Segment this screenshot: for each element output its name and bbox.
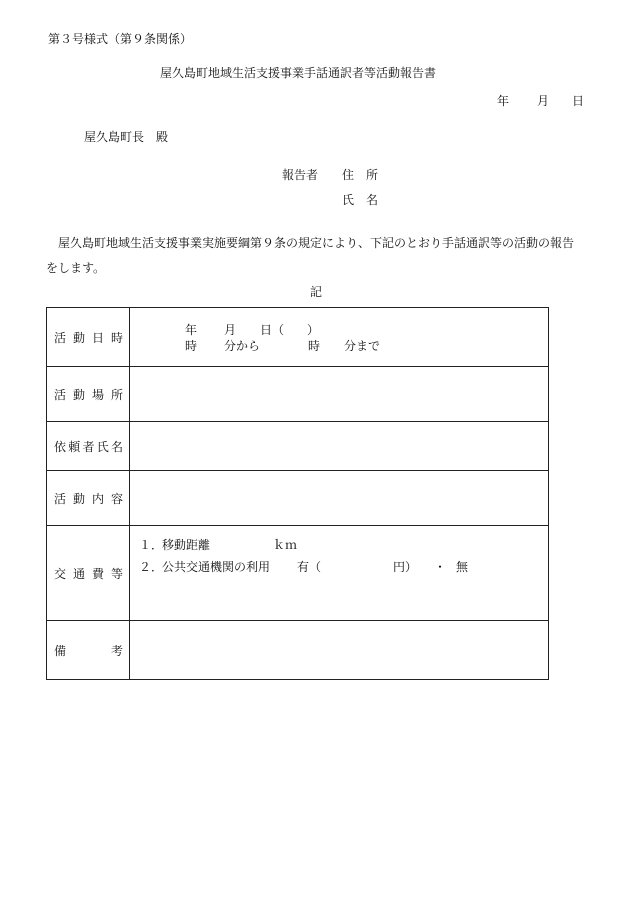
dt-hour2: 時	[308, 339, 321, 353]
dt-paren-close: ）	[307, 323, 320, 337]
reporter-label: 報告者	[282, 168, 319, 182]
report-table	[46, 307, 549, 680]
field-transport-fee[interactable]	[130, 526, 549, 621]
addressee: 屋久島町長 殿	[84, 130, 169, 144]
address-label: 住 所	[342, 168, 379, 182]
form-number: 第３号様式（第９条関係）	[48, 32, 193, 46]
label-remarks: 備 考	[47, 621, 130, 680]
dt-min-to: 分まで	[344, 339, 381, 353]
label-requester-name: 依 頼 者 氏 名	[47, 422, 130, 471]
item1-label: 移動距離	[162, 538, 211, 552]
row-requester-name	[47, 422, 549, 471]
option-yes[interactable]: 有（	[297, 560, 322, 574]
item2-label: 公共交通機関の利用	[162, 560, 271, 574]
option-no[interactable]: 無	[456, 560, 469, 574]
dt-min-from: 分から	[224, 339, 261, 353]
label-activity-content: 活 動 内 容	[47, 471, 130, 526]
date-day: 日	[572, 94, 585, 108]
dt-hour: 時	[185, 339, 198, 353]
field-activity-datetime[interactable]	[130, 308, 549, 367]
transport-public-line	[130, 558, 548, 576]
label-transport-fee: 交 通 費 等	[47, 526, 130, 621]
body-text-line-2: をします。	[46, 261, 106, 275]
dt-month: 月	[224, 323, 237, 337]
date-year: 年	[497, 94, 510, 108]
label-activity-datetime: 活 動 日 時	[47, 308, 130, 367]
row-activity-place	[47, 367, 549, 422]
transport-distance-line	[130, 536, 548, 554]
item1-num: １．	[139, 538, 164, 552]
dt-year: 年	[185, 323, 198, 337]
yen-label: 円）	[393, 560, 418, 574]
dt-day: 日（	[260, 323, 285, 337]
field-activity-content[interactable]	[130, 471, 549, 526]
ki-heading: 記	[310, 285, 323, 299]
body-text-line-1: 屋久島町地域生活支援事業実施要綱第９条の規定により、下記のとおり手話通訳等の活動の報告	[58, 236, 575, 250]
row-activity-datetime	[47, 308, 549, 367]
field-requester-name[interactable]	[130, 422, 549, 471]
date-month: 月	[537, 94, 550, 108]
item2-num: ２．	[139, 560, 164, 574]
row-activity-content	[47, 471, 549, 526]
label-activity-place: 活 動 場 所	[47, 367, 130, 422]
field-remarks[interactable]	[130, 621, 549, 680]
separator-dot: ・	[434, 560, 447, 574]
row-remarks	[47, 621, 549, 680]
item1-unit: ｋｍ	[273, 538, 298, 552]
name-label: 氏 名	[342, 193, 379, 207]
row-transport-fee	[47, 526, 549, 621]
document-title: 屋久島町地域生活支援事業手話通訳者等活動報告書	[160, 66, 437, 80]
field-activity-place[interactable]	[130, 367, 549, 422]
